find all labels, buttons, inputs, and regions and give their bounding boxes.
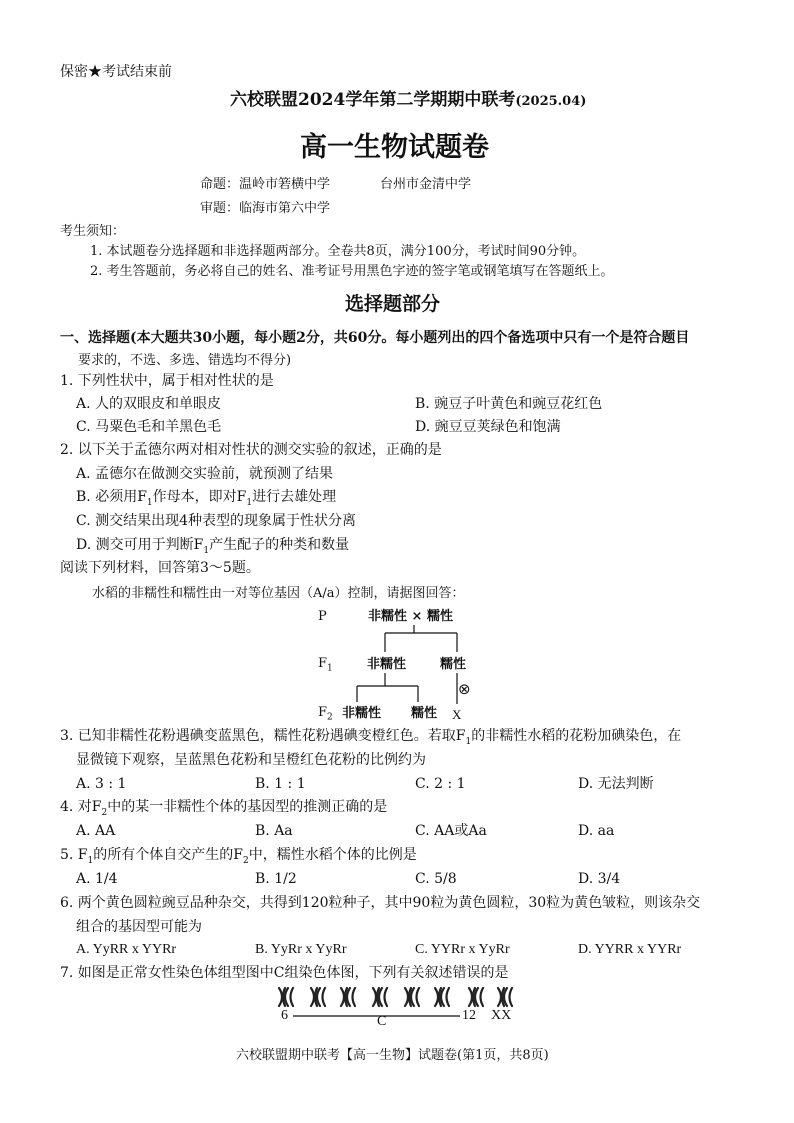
q6-stem-1: 6. 两个黄色圆粒豌豆品种杂交，共得到120粒种子，其中90粒为黄色圆粒，30粒为黄色皱粒，则该杂交 [60,895,701,911]
chromosome-stroke [279,988,282,1006]
chromosome-label-6: 6 [281,1008,288,1023]
diagram-f2-letter: F [318,705,328,720]
q3-option-d: D. 无法判断 [578,776,654,792]
chromosome-stroke [291,988,294,1006]
reviewer-label: 审题： [200,201,240,216]
chromosome-stroke [405,988,408,1006]
q2-stem: 2. 以下关于孟德尔两对相对性状的测交实验的叙述，正确的是 [60,442,442,458]
chromosome-label-12: 12 [462,1008,476,1023]
exam-date: (2025.04) [515,94,587,109]
page-footer: 六校联盟期中联考【高一生物】试题卷(第1页，共8页) [236,1048,549,1063]
chromosome-stroke [435,988,438,1006]
chromosome-stroke [341,988,344,1006]
q2-b-post: 进行去雄处理 [252,489,337,505]
chromosome-stroke [504,988,507,1006]
q2-d-sub: 1 [203,545,210,556]
section-title: 选择题部分 [345,293,441,315]
notice-item-2: 2. 考生答题前，务必将自己的姓名、准考证号用黑色字迹的签字笔或钢笔填写在答题纸上。 [90,264,614,279]
q6-option-d: D. YYRR x YYRr [578,942,682,957]
proposers-label: 命题： [200,177,240,192]
q4-option-a: A. AA [76,823,116,839]
q5-option-c: C. 5/8 [415,871,457,887]
q3-option-a: A. 3 : 1 [76,776,127,792]
chromosome-stroke [311,988,314,1006]
material-text: 水稻的非糯性和糯性由一对等位基因（A/a）控制，请据图回答： [92,586,465,601]
q2-option-a: A. 孟德尔在做测交实验前，就预测了结果 [76,466,334,482]
chromosome-stroke [510,988,513,1006]
q5-stem-pre: 5. F [60,847,88,863]
diagram-p-cross: 非糯性 × 糯性 [368,609,453,624]
q2-option-c: C. 测交结果出现4种表型的现象属于性状分离 [76,513,357,529]
diagram-f2-waxy: 糯性 [411,706,438,721]
diagram-f2-sub: 2 [327,712,333,723]
q5-option-a: A. 1/4 [76,871,118,887]
chromosome-stroke [353,988,356,1006]
q3-stem-1-post: 的非糯性水稻的花粉加碘染色，在 [471,728,682,744]
q4-stem-pre: 4. 对F [60,799,102,815]
q4-stem-post: 中的某一非糯性个体的基因型的推测正确的是 [107,799,388,815]
q1-option-a: A. 人的双眼皮和单眼皮 [76,396,222,412]
chromosome-stroke [441,988,444,1006]
q2-d-post: 产生配子的种类和数量 [209,537,350,553]
selfing-icon: ⊗ [458,680,471,698]
chromosome-stroke [379,988,382,1006]
q4-sub: 2 [101,807,108,818]
q6-option-a: A. YyRR x YYRr [76,942,177,957]
q5-sub1: 1 [87,855,94,866]
diagram-f1-letter: F [318,656,328,671]
proposer-1: 温岭市箬横中学 [239,177,331,192]
chromosome-stroke [417,988,420,1006]
diagram-f1-waxy: 糯性 [440,657,467,672]
chromosome-label-xx: XX [491,1008,512,1023]
q7-stem: 7. 如图是正常女性染色体组型图中C组染色体图，下列有关叙述错误的是 [60,965,509,981]
chromosome-stroke [385,988,388,1006]
reviewer: 临海市第六中学 [239,201,331,216]
q6-option-c: C. YYRr x YyRr [415,942,510,957]
proposer-2: 台州市金清中学 [380,177,472,192]
q6-stem-2: 组合的基因型可能为 [76,919,202,935]
q5-option-d: D. 3/4 [578,871,621,887]
q4-option-b: B. Aa [255,823,293,839]
q2-b-mid: 作母本，即对F [152,489,247,505]
exam-title-text: 六校联盟2024学年第二学期期中联考 [230,90,516,110]
diagram-f1-nonwaxy: 非糯性 [367,657,407,672]
q2-d-pre: D. 测交可用于判断F [76,537,204,553]
diagram-f1-sub: 1 [327,663,333,674]
q5-sub2: 2 [242,855,249,866]
q2-b-pre: B. 必须用F [76,489,147,505]
chromosome-stroke [317,988,320,1006]
q5-stem-mid: 的所有个体自交产生的F [93,847,243,863]
page-title: 高一生物试题卷 [300,132,489,163]
notice-title: 考生须知： [60,224,126,239]
diagram-unknown-x: X [452,707,462,722]
chromosome-stroke [347,988,350,1006]
chromosome-stroke [475,988,478,1006]
q3-option-c: C. 2 : 1 [415,776,466,792]
q1-option-b: B. 豌豆子叶黄色和豌豆花红色 [415,396,603,412]
q5-stem-post: 中，糯性水稻个体的比例是 [248,847,417,863]
chromosome-label-c: C [377,1014,387,1029]
q3-sub: 1 [465,736,472,747]
section-instruction-2: 要求的，不选、多选、错选均不得分) [78,353,292,368]
chromosome-stroke [498,988,501,1006]
diagram-p-label: P [318,609,327,624]
material-intro: 阅读下列材料，回答第3～5题。 [60,560,260,576]
q1-option-c: C. 马粟色毛和羊黑色毛 [76,419,222,435]
q4-option-d: D. aa [578,823,615,839]
q2-b-sub1: 1 [146,497,153,508]
chromosome-stroke [447,988,450,1006]
confidential-mark: 保密★考试结束前 [60,64,172,80]
q4-option-c: C. AA或Aa [415,823,487,839]
section-instruction-text: 一、选择题(本大题共30小题，每小题2分，共60分。每小题列出的四个备选项中只有一个是符合题目 [60,330,690,346]
chromosome-stroke [373,988,376,1006]
q3-stem-2: 显微镜下观察，呈蓝黑色花粉和呈橙红色花粉的比例约为 [76,752,426,768]
chromosome-stroke [469,988,472,1006]
q3-stem-1-pre: 3. 已知非糯性花粉遇碘变蓝黑色，糯性花粉遇碘变橙红色。若取F [60,728,466,744]
diagram-f2-nonwaxy: 非糯性 [342,706,382,721]
q3-option-b: B. 1 : 1 [255,776,306,792]
q5-option-b: B. 1/2 [255,871,297,887]
q2-b-sub2: 1 [246,497,253,508]
q6-option-b: B. YyRr x YyRr [255,942,347,957]
q1-option-d: D. 豌豆豆荚绿色和饱满 [415,419,561,435]
q1-stem: 1. 下列性状中，属于相对性状的是 [60,373,274,389]
chromosome-stroke [411,988,414,1006]
chromosome-stroke [285,988,288,1006]
chromosome-stroke [323,988,326,1006]
chromosome-stroke [481,988,484,1006]
notice-item-1: 1. 本试题卷分选择题和非选择题两部分。全卷共8页，满分100分，考试时间90分钟。 [90,244,586,259]
